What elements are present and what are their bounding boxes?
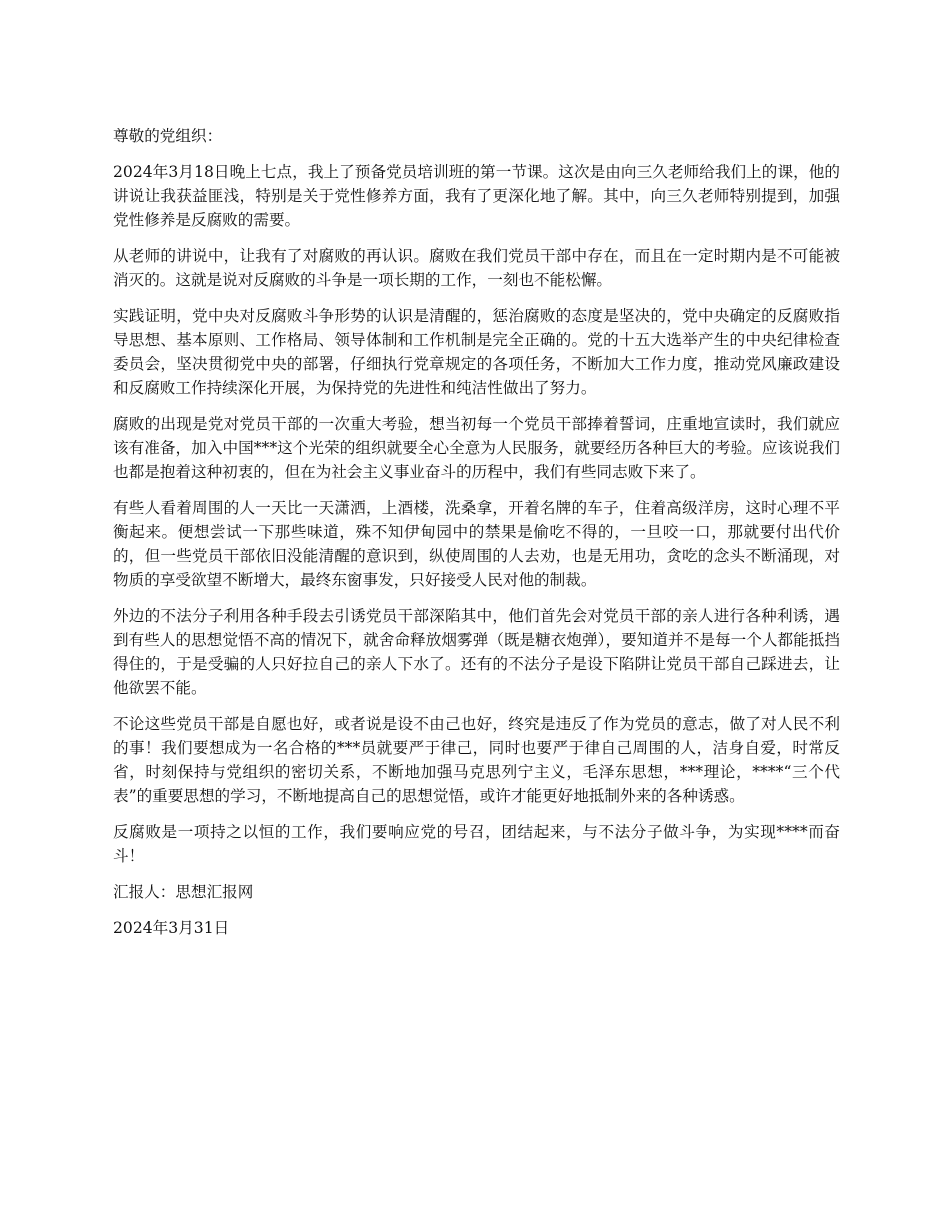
greeting: 尊敬的党组织： [113,127,223,145]
signature: 汇报人：思想汇报网 [113,883,254,901]
paragraph-3: 实践证明，党中央对反腐败斗争形势的认识是清醒的，惩治腐败的态度是坚决的，党中央确定的反腐败指导思想、基本原则、工作格局、领导体制和工作机制是完全正确的。党的十五大选举产生的中央纪律检查委员会，坚决贯彻党中央的部署，仔细执行党章规定的各项任务，不断加大工作力度，推动党风廉政建设和反腐败工作持续深化开展，为保持党的先进性和纯洁性做出了努力。 [113,307,840,397]
paragraph-4: 腐败的出现是党对党员干部的一次重大考验，想当初每一个党员干部捧着誓词，庄重地宣读时，我们就应该有准备，加入中国***这个光荣的组织就要全心全意为人民服务，就要经历各种巨大的考验。应该说我们也都是抱着这种初衷的，但在为社会主义事业奋斗的历程中，我们有些同志败下来了。 [113,415,840,481]
paragraph-1: 2024年3月18日晚上七点，我上了预备党员培训班的第一节课。这次是由向三久老师给我们上的课，他的讲说让我获益匪浅，特别是关于党性修养方面，我有了更深化地了解。其中，向三久老师特别提到，加强党性修养是反腐败的需要。 [113,163,840,229]
paragraph-8: 反腐败是一项持之以恒的工作，我们要响应党的号召，团结起来，与不法分子做斗争，为实现****而奋斗！ [113,823,840,865]
document-body [113,124,840,952]
paragraph-5: 有些人看着周围的人一天比一天潇洒，上酒楼，洗桑拿，开着名牌的车子，住着高级洋房，这时心理不平衡起来。便想尝试一下那些味道，殊不知伊甸园中的禁果是偷吃不得的，一旦咬一口，那就要付出代价的，但一些党员干部依旧没能清醒的意识到，纵使周围的人去劝，也是无用功，贪吃的念头不断涌现，对物质的享受欲望不断增大，最终东窗事发，只好接受人民对他的制裁。 [113,499,840,589]
paragraph-7: 不论这些党员干部是自愿也好，或者说是设不由己也好，终究是违反了作为党员的意志，做了对人民不利的事！我们要想成为一名合格的***员就要严于律己，同时也要严于律自己周围的人，洁身自爱，时常反省，时刻保持与党组织的密切关系，不断地加强马克思列宁主义，毛泽东思想，***理论，****“三个代表”的重要思想的学习，不断地提高自己的思想觉悟，或许才能更好地抵制外来的各种诱惑。 [113,715,840,805]
paragraph-6: 外边的不法分子利用各种手段去引诱党员干部深陷其中，他们首先会对党员干部的亲人进行各种利诱，遇到有些人的思想觉悟不高的情况下，就舍命释放烟雾弹（既是糖衣炮弹），要知道并不是每一个人都能抵挡得住的，于是受骗的人只好拉自己的亲人下水了。还有的不法分子是设下陷阱让党员干部自己踩进去，让他欲罢不能。 [113,607,840,697]
date: 2024年3月31日 [113,919,230,937]
paragraph-2: 从老师的讲说中，让我有了对腐败的再认识。腐败在我们党员干部中存在，而且在一定时期内是不可能被消灭的。这就是说对反腐败的斗争是一项长期的工作，一刻也不能松懈。 [113,247,840,289]
